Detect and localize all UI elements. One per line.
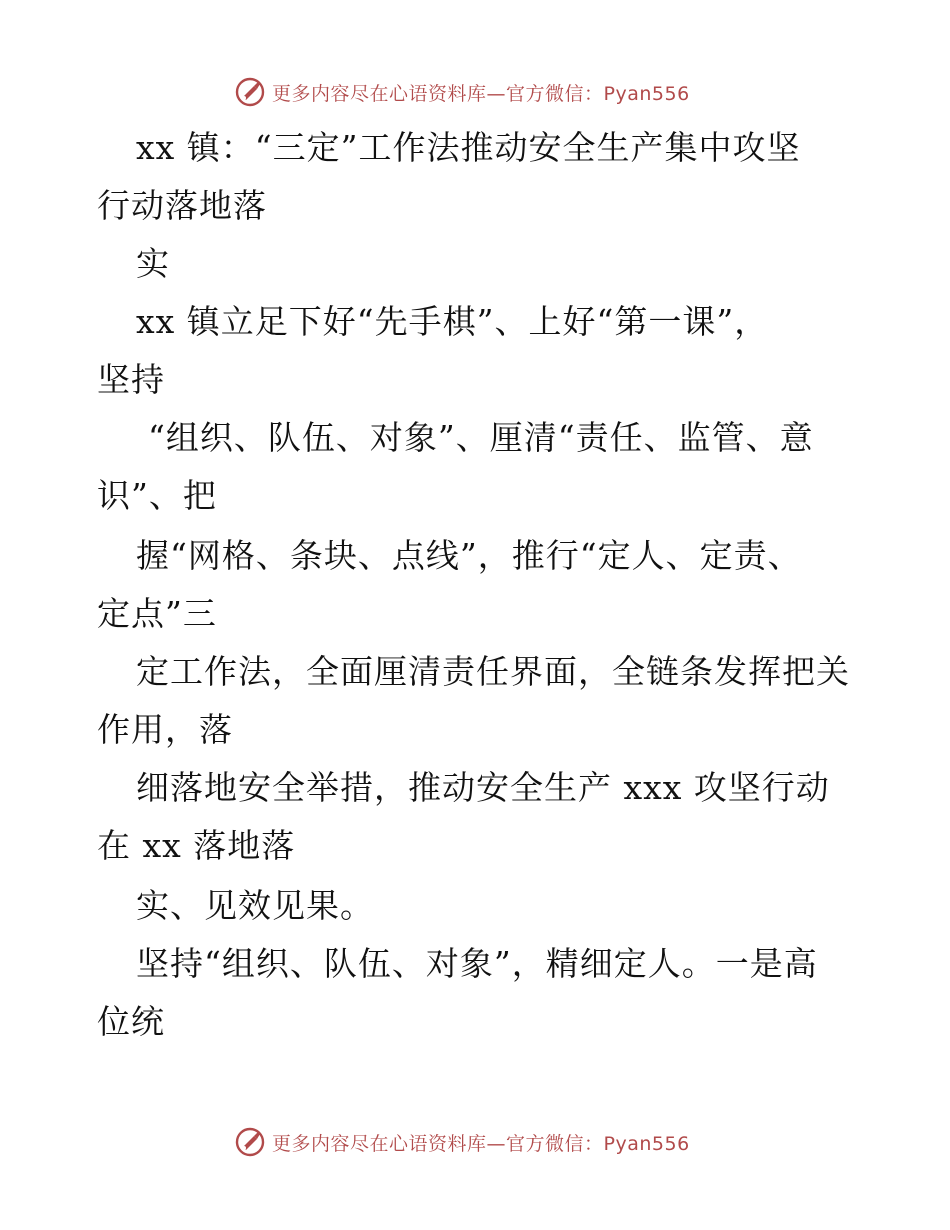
document-title-line-3: 实 <box>136 244 170 283</box>
paragraph-line: 握“网格、条块、点线”，推行“定人、定责、 <box>136 536 802 575</box>
document-title-line-2: 行动落地落 <box>97 186 267 225</box>
paragraph-line: 细落地安全举措，推动安全生产 xxx 攻坚行动 <box>136 768 830 807</box>
watermark-text: 更多内容尽在心语资料库—官方微信：Pyan556 <box>272 82 690 105</box>
footer-watermark <box>234 1122 754 1162</box>
watermark-text: 更多内容尽在心语资料库—官方微信：Pyan556 <box>272 1132 690 1155</box>
paragraph-line: 实、见效见果。 <box>136 886 374 925</box>
paragraph-line: 坚持“组织、队伍、对象”，精细定人。一是高 <box>136 944 818 983</box>
paragraph-line: 定工作法，全面厘清责任界面，全链条发挥把关 <box>136 652 850 691</box>
paragraph-line: “组织、队伍、对象”、厘清“责任、监管、意 <box>148 418 814 457</box>
paragraph-line: 位统 <box>97 1002 165 1041</box>
paragraph-line: 定点”三 <box>97 594 217 633</box>
document-title-line-1: xx 镇：“三定”工作法推动安全生产集中攻坚 <box>136 128 801 167</box>
paragraph-line: xx 镇立足下好“先手棋”、上好“第一课”， <box>136 302 769 341</box>
paragraph-line: 坚持 <box>97 360 165 399</box>
paragraph-line: 在 xx 落地落 <box>97 826 296 865</box>
paragraph-line: 作用，落 <box>97 710 233 749</box>
seal-logo-icon <box>234 1126 266 1158</box>
paragraph-line: 识”、把 <box>97 476 217 515</box>
